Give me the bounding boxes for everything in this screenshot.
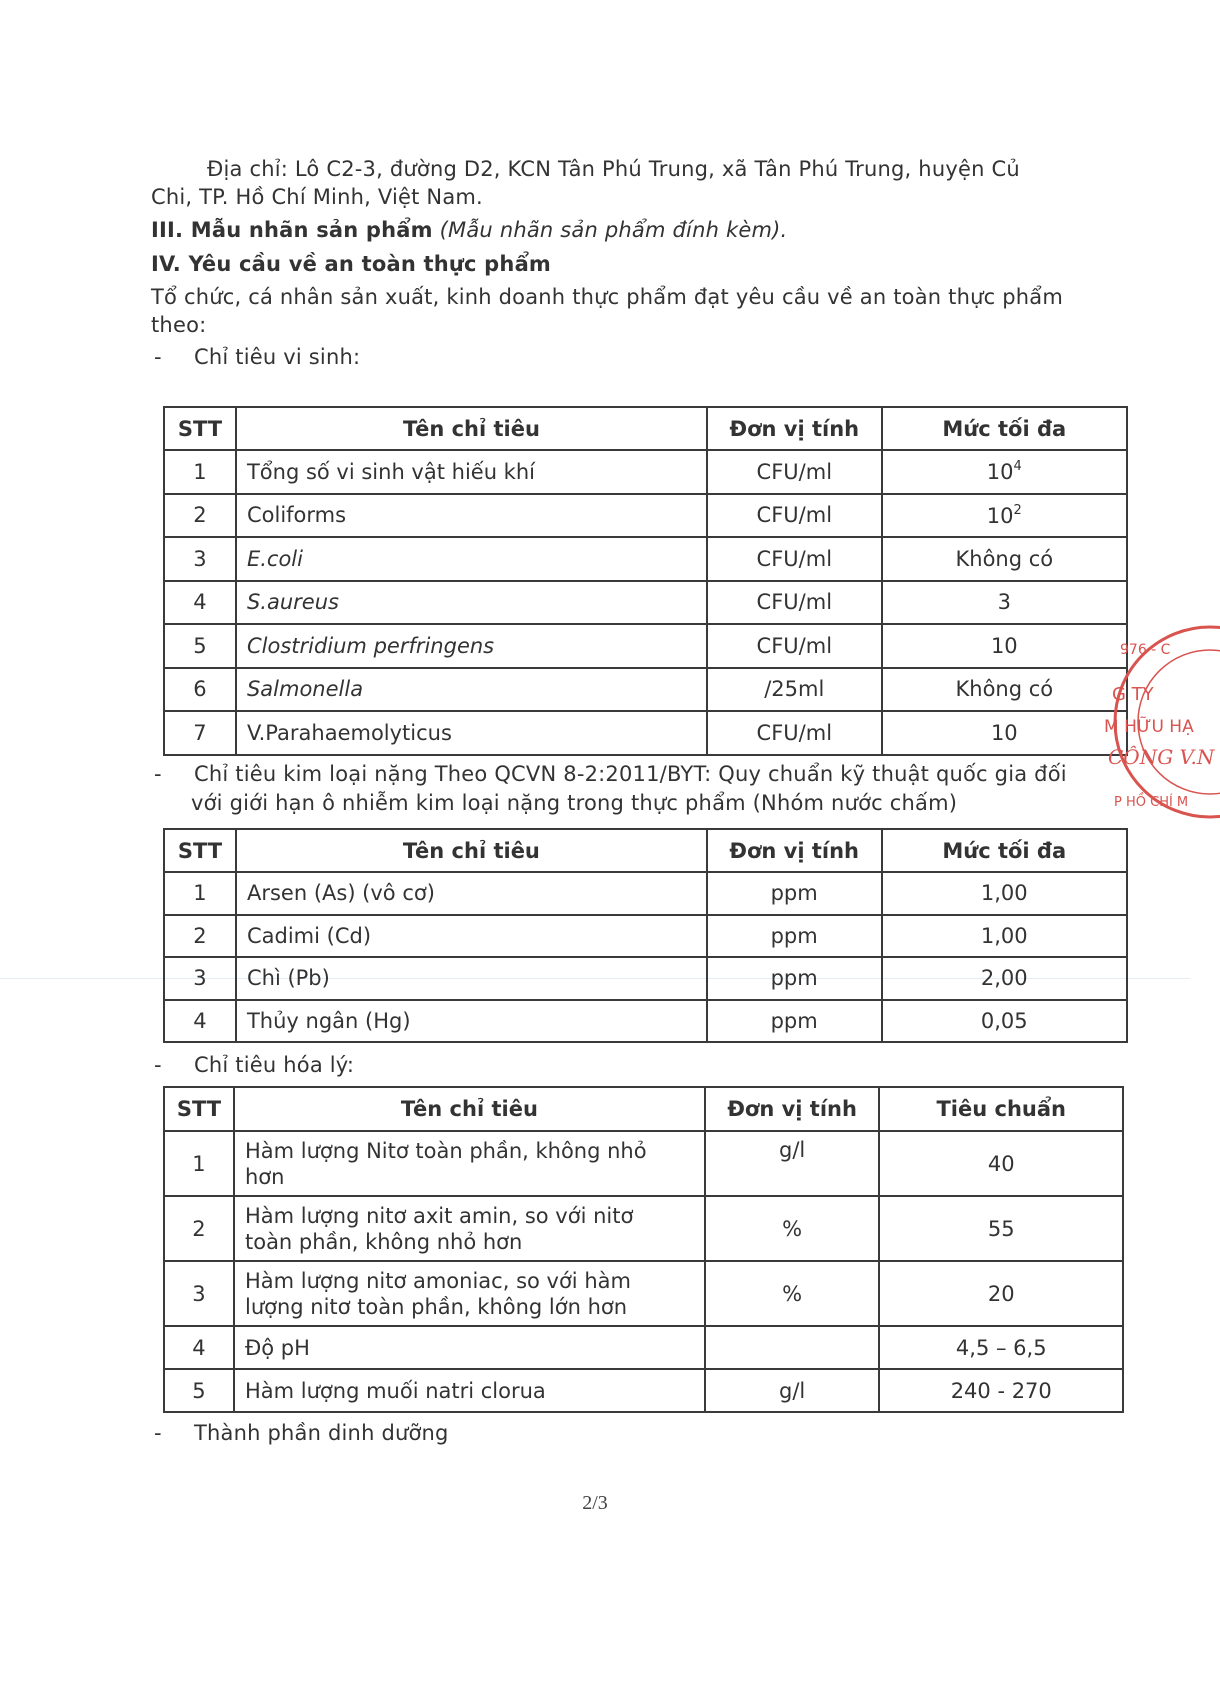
table-row	[164, 1326, 1123, 1369]
cell-standard: 40	[879, 1131, 1123, 1196]
cell-unit: ppm	[707, 915, 882, 958]
cell-unit: %	[705, 1196, 880, 1261]
company-stamp	[1100, 622, 1220, 832]
address-line-1: Địa chỉ: Lô C2-3, đường D2, KCN Tân Phú Trung, xã Tân Phú Trung, huyện Củ	[207, 157, 1020, 181]
cell-unit: /25ml	[707, 668, 882, 712]
cell-stt: 4	[164, 581, 236, 625]
cell-stt: 1	[164, 872, 236, 915]
section-4-intro-1: Tổ chức, cá nhân sản xuất, kinh doanh thực phẩm đạt yêu cầu về an toàn thực phẩm	[151, 285, 1063, 309]
stamp-text-1: 976 - C	[1120, 642, 1171, 658]
cell-stt: 2	[164, 1196, 234, 1261]
table-row	[164, 668, 1127, 712]
metals-label	[154, 760, 1094, 789]
header-stt: STT	[164, 1087, 234, 1131]
cell-stt: 5	[164, 624, 236, 668]
cell-stt: 3	[164, 537, 236, 581]
cell-name-line-2: hơn	[244, 1164, 285, 1189]
cell-stt: 6	[164, 668, 236, 712]
cell-stt: 4	[164, 1000, 236, 1043]
cell-unit: CFU/ml	[707, 581, 882, 625]
header-max: Mức tối đa	[882, 829, 1128, 872]
cell-name: Thủy ngân (Hg)	[236, 1000, 707, 1043]
cell-stt: 2	[164, 915, 236, 958]
cell-name	[234, 1261, 705, 1326]
cell-name: Độ pH	[234, 1326, 705, 1369]
cell-stt: 3	[164, 957, 236, 1000]
table-row	[164, 1196, 1123, 1261]
cell-max: 10	[882, 711, 1127, 755]
header-stt: STT	[164, 829, 236, 872]
cell-max-exponent: 4	[1013, 459, 1022, 475]
cell-max: 1,00	[882, 915, 1128, 958]
header-unit: Đơn vị tính	[705, 1087, 880, 1131]
cell-unit: %	[705, 1261, 880, 1326]
cell-name: Clostridium perfringens	[236, 624, 707, 668]
table-row	[164, 581, 1127, 625]
cell-name-line-1: Hàm lượng Nitơ toàn phần, không nhỏ	[244, 1138, 647, 1163]
cell-unit: ppm	[707, 872, 882, 915]
cell-unit	[705, 1326, 880, 1369]
cell-stt: 3	[164, 1261, 234, 1326]
bullet-dash: -	[154, 762, 162, 786]
stamp-text-5: P HỒ CHÍ M	[1114, 795, 1189, 810]
cell-name: Cadimi (Cd)	[236, 915, 707, 958]
cell-name: V.Parahaemolyticus	[236, 711, 707, 755]
table-header-row	[164, 1087, 1123, 1131]
cell-max: Không có	[882, 537, 1127, 581]
cell-max: 3	[882, 581, 1127, 625]
cell-max	[882, 494, 1127, 538]
cell-name: S.aureus	[236, 581, 707, 625]
cell-unit: CFU/ml	[707, 537, 882, 581]
micro-label	[154, 343, 1114, 372]
header-name: Tên chỉ tiêu	[234, 1087, 705, 1131]
micro-label-text: Chỉ tiêu vi sinh:	[194, 345, 361, 369]
cell-max: 1,00	[882, 872, 1128, 915]
cell-stt: 1	[164, 450, 236, 494]
cell-stt: 1	[164, 1131, 234, 1196]
cell-max: 0,05	[882, 1000, 1128, 1043]
cell-stt: 2	[164, 494, 236, 538]
table-row	[164, 711, 1127, 755]
header-stt: STT	[164, 407, 236, 450]
metals-table	[163, 828, 1128, 1043]
cell-name	[234, 1196, 705, 1261]
cell-max-exponent: 2	[1013, 502, 1022, 518]
header-max: Mức tối đa	[882, 407, 1127, 450]
table-row	[164, 1131, 1123, 1196]
cell-name: Chì (Pb)	[236, 957, 707, 1000]
table-header-row	[164, 407, 1127, 450]
cell-name: Tổng số vi sinh vật hiếu khí	[236, 450, 707, 494]
cell-name: Hàm lượng muối natri clorua	[234, 1369, 705, 1412]
metals-label-line-2: với giới hạn ô nhiễm kim loại nặng trong thực phẩm (Nhóm nước chấm)	[191, 791, 958, 815]
cell-name-line-2: toàn phần, không nhỏ hơn	[244, 1229, 523, 1254]
cell-name: Salmonella	[236, 668, 707, 712]
header-unit: Đơn vị tính	[707, 829, 882, 872]
cell-max: 10	[882, 624, 1127, 668]
cell-unit: CFU/ml	[707, 450, 882, 494]
stamp-text-2: G TY	[1112, 684, 1154, 705]
page-number: 2/3	[582, 1492, 608, 1514]
cell-unit: CFU/ml	[707, 711, 882, 755]
table-row	[164, 624, 1127, 668]
cell-unit: g/l	[705, 1131, 880, 1196]
table-row	[164, 1000, 1127, 1043]
table-row	[164, 872, 1127, 915]
cell-unit: g/l	[705, 1369, 880, 1412]
header-name: Tên chỉ tiêu	[236, 829, 707, 872]
section-3-note: (Mẫu nhãn sản phẩm đính kèm).	[439, 218, 788, 242]
cell-standard: 240 - 270	[879, 1369, 1123, 1412]
physchem-label	[154, 1051, 1114, 1080]
cell-unit: CFU/ml	[707, 624, 882, 668]
table-row	[164, 494, 1127, 538]
cell-name-line-2: lượng nitơ toàn phần, không lớn hơn	[244, 1294, 628, 1319]
table-row	[164, 915, 1127, 958]
physchem-table	[163, 1086, 1124, 1413]
stamp-text-3: M HỮU HẠ	[1104, 717, 1194, 737]
cell-max-base: 10	[986, 460, 1014, 485]
section-3	[151, 216, 1111, 245]
physchem-label-text: Chỉ tiêu hóa lý:	[194, 1053, 355, 1077]
header-standard: Tiêu chuẩn	[879, 1087, 1123, 1131]
header-unit: Đơn vị tính	[707, 407, 882, 450]
stamp-text-4: CÔNG V.N	[1108, 745, 1215, 769]
address-line-2: Chi, TP. Hồ Chí Minh, Việt Nam.	[151, 185, 483, 209]
section-4-heading: IV. Yêu cầu về an toàn thực phẩm	[151, 252, 552, 276]
section-3-heading: III. Mẫu nhãn sản phẩm	[151, 218, 433, 242]
table-row	[164, 537, 1127, 581]
nutrition-label	[154, 1419, 1114, 1448]
section-4-intro-2: theo:	[151, 313, 207, 337]
cell-name	[234, 1131, 705, 1196]
cell-unit: CFU/ml	[707, 494, 882, 538]
cell-name: E.coli	[236, 537, 707, 581]
bullet-dash: -	[154, 1053, 162, 1077]
nutrition-label-text: Thành phần dinh dưỡng	[194, 1421, 449, 1445]
table-row	[164, 450, 1127, 494]
cell-stt: 5	[164, 1369, 234, 1412]
cell-max-base: 10	[986, 503, 1014, 528]
table-header-row	[164, 829, 1127, 872]
table-row	[164, 957, 1127, 1000]
cell-name-line-1: Hàm lượng nitơ amoniac, so với hàm	[244, 1268, 631, 1293]
cell-max	[882, 450, 1127, 494]
metals-label-line-1: Chỉ tiêu kim loại nặng Theo QCVN 8-2:2011/BYT: Quy chuẩn kỹ thuật quốc gia đối	[194, 762, 1067, 786]
cell-unit: ppm	[707, 1000, 882, 1043]
header-name: Tên chỉ tiêu	[236, 407, 707, 450]
cell-max: 2,00	[882, 957, 1128, 1000]
cell-max: Không có	[882, 668, 1127, 712]
bullet-dash: -	[154, 1421, 162, 1445]
table-row	[164, 1261, 1123, 1326]
cell-name: Arsen (As) (vô cơ)	[236, 872, 707, 915]
cell-name-line-1: Hàm lượng nitơ axit amin, so với nitơ	[244, 1203, 634, 1228]
bullet-dash: -	[154, 345, 162, 369]
cell-stt: 7	[164, 711, 236, 755]
table-row	[164, 1369, 1123, 1412]
cell-standard: 20	[879, 1261, 1123, 1326]
cell-name: Coliforms	[236, 494, 707, 538]
cell-standard: 55	[879, 1196, 1123, 1261]
cell-stt: 4	[164, 1326, 234, 1369]
cell-standard: 4,5 – 6,5	[879, 1326, 1123, 1369]
micro-table	[163, 406, 1128, 756]
cell-unit: ppm	[707, 957, 882, 1000]
